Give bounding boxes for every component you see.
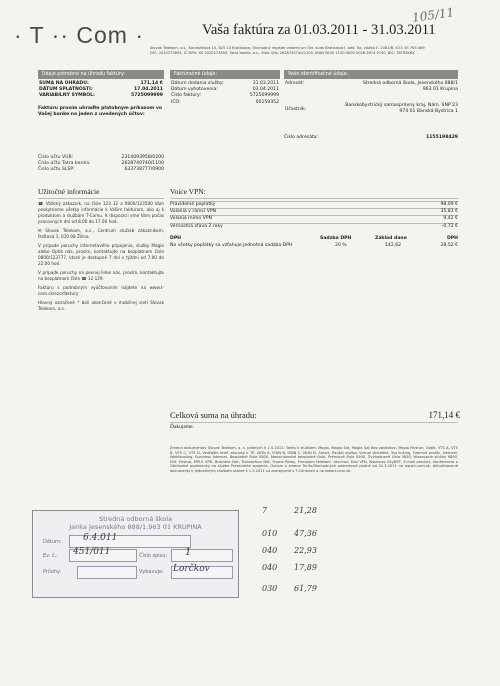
stamp-line-1: Stredná odborná škola: [98, 515, 173, 523]
invoice-row-issued: Dátum vyhotovenia: 03.04.2011: [171, 87, 279, 93]
handwritten-calculations: [262, 506, 362, 601]
company-line-2: DIČ: 2020273893, IČ DPH: SK 2020273893, Tatra banka, a.s., číslo účtu 2628740740/1100, IBAN SK05 1100 0000 0026 2874 0740, BIC: TATRSKBX: [150, 50, 415, 55]
dph-table: DPH Sadzba DPH Základ dane DPH Na všetky poplatky sa vzťahuje jednotná sadzba DPH 20 % 142,62 28,52 €: [170, 235, 458, 248]
invoice-row-number: Číslo faktúry: 5725099999: [171, 93, 279, 99]
participant-label: Účastník:: [285, 107, 307, 112]
useful-info-body: [38, 201, 164, 312]
stamp-file-label: Číslo spisu:: [139, 553, 168, 559]
payment-panel-header: Údaje potrebné na úhradu faktúry:: [38, 70, 164, 79]
voice-vpn-divider: [170, 198, 458, 199]
addressee-value: Stredná odborná škola, Jesenského 888/1 963 01 Krupina: [362, 81, 458, 92]
useful-info-title: Užitočné informácie: [38, 187, 100, 196]
payment-note: Faktúru prosím uhraďte platobným príkazom vo Vašej banke na jeden z uvedených účtov:: [38, 105, 163, 117]
registry-stamp: [32, 510, 239, 598]
stamp-file-box: [171, 549, 233, 562]
handwritten-reference: 105/11: [411, 5, 455, 25]
identification-panel: [284, 70, 458, 141]
voice-row: Volania v rámci VPN 35,83 €: [170, 209, 458, 215]
voice-row: Vernostná zľava 2 roky -0,72 €: [170, 223, 458, 229]
stamp-evnum-handwritten: 451/011: [73, 547, 111, 557]
calc-row: 010 47,36: [262, 529, 317, 538]
total-value: 171,14 €: [428, 410, 460, 420]
stamp-date-label: Dátum:: [43, 539, 62, 545]
payment-row-amount: SUMA NA ÚHRADU: 171,14 €: [39, 81, 163, 86]
invoice-panel-header: Faktúračné údaje:: [170, 70, 280, 79]
addressee-number-row: Číslo adresáta: 1155198429: [284, 135, 458, 140]
payment-row-variable-symbol: VARIABILNÝ SYMBOL: 5725099999: [39, 93, 163, 99]
total-divider: [170, 422, 458, 423]
invoice-data-panel: [170, 70, 280, 108]
stamp-evnum-label: Ev. č.:: [43, 553, 58, 559]
legal-footer: Zmena dokumentov Slovak Telekom, a. s. platných k 1.5.2011: Tarifa k službám: Magio, Magio Sat, Magio Sat Bez záväzkov, Magio Partner, Optik, VTS A, VTS B, VTS C, VTS D, Vedľajšie telef. zásuvky k TP, ISDN A, ISDN B, ISDN C, ISDN D, Smart, Paušál služba, Virtual VoiceNet, Top linking, Firemné profily, Internet, WebHousing, Business Internet, Bezplatné číslo 0800, Medzinárodné bezplatné číslo, Prémiové číslo 0900, Zvýhodnené číslo 0850, Hlasovacie služby 0890, DSL Prístup, MPLS VPN, Business Net, Transaction Net, Frame Relay, Prenájom telekom. okruhov, Dial VPN, Business CityNET, E-mail product, Konferencia a Obchodné podmienky na službe Preskúmite spojenia. Oznam o zmene Tarifu/Obchodných podmienok platné od 31.3.2011 na www.t-com.sk. Aktualizované dokumenty k jednotlivým službám platné k 1.5.2011 sú zverejnené v T-Centrách a na www.t-com.sk.: [170, 446, 458, 473]
t-com-logo: · T ·· Com ·: [14, 22, 144, 48]
invoice-title: Vaša faktúra za 01.03.2011 - 31.03.2011: [202, 22, 436, 38]
id-panel-header: Vaše identifikačné údaje:: [284, 70, 458, 79]
thanks-text: Ďakujeme.: [170, 424, 194, 430]
addressee-label: Adresát:: [285, 81, 305, 86]
calc-row: 7 21,28: [262, 506, 317, 515]
invoice-row-ico: IČO: 00159352: [171, 99, 279, 105]
useful-info-p5: Faktúru s podrobným vyúčtovaním nájdete na www.t-com.sk/ezorfaktury: [38, 285, 164, 296]
payment-panel: [38, 70, 164, 118]
stamp-date-handwritten: 6.4.011: [83, 533, 118, 543]
useful-info-divider: [38, 198, 164, 199]
stamp-handler-label: Vybavuje:: [139, 569, 164, 575]
stamp-line-2: Janka Jesenského 888/1,963 01 KRUPINA: [69, 523, 202, 531]
company-line-1: Slovak Telekom, a.s., Karadžičova 10, 825 13 Bratislava, Obchodný register vedený pri Okr. súde Bratislava I, odd. Sa, vložka č. 2081/B, IČO: 35 763 469: [150, 46, 425, 50]
stamp-attachments-box: [77, 566, 137, 579]
calc-row: 040 17,89: [262, 563, 317, 572]
voice-row: Volania mimo VPN 9,42 €: [170, 216, 458, 222]
useful-info-p6: Hlavný označené * boli ukončené v mobilnej sieti Slovak Telekom, a.s.: [38, 300, 164, 311]
account-row-slsp: Číslo účtu SLSP: 633738777/0900: [38, 167, 164, 173]
company-info: [150, 46, 486, 55]
total-label: Celková suma na úhradu:: [170, 410, 257, 420]
bank-accounts: [38, 155, 164, 174]
stamp-file-handwritten: 1: [185, 547, 192, 558]
voice-row: Pravidelné poplatky 98,09 €: [170, 202, 458, 207]
stamp-handler-handwritten: Lorčkov: [173, 564, 210, 574]
voice-vpn-table: [170, 201, 458, 252]
account-row-vub: Číslo účtu VÚB: 2314093958/0200: [38, 155, 164, 160]
voice-vpn-title: Voice VPN:: [170, 187, 206, 196]
payment-row-due: DÁTUM SPLATNOSTI: 17.04.2011: [39, 87, 163, 93]
useful-info-p4: V prípade poruchy na pevnej linke nás, prosím, kontaktujte na bezplatnom čísle ☎ 12 129.: [38, 270, 164, 281]
calc-row: 040 22,93: [262, 546, 317, 555]
useful-info-p3: V prípade poruchy internetového pripojenia, služby Magio alebo Optik nás, prosím, kontaktujte na bezplatnom čísle 0800/123777, ktoré je dostupné 7 dní v týždni od 7.00 do 22.00 hod.: [38, 243, 164, 266]
useful-info-p2: ✉ Slovak Telekom, a.s., Centrum služieb zákazníkom, Poštová 1, 010 08 Žilina.: [38, 228, 164, 239]
account-row-tatra: Číslo účtu Tatra banka: 2628740740/1100: [38, 161, 164, 167]
participant-value: Banskobystrický samosprávny kraj, Nám. SNP 23 974 01 Banská Bystrica 1: [345, 103, 458, 114]
useful-info-p1: ☎ Vážený zákazník, na čísle 123 32 a 0800/123500 Vám poskytneme všetky informácie k Vašim faktúram, ako aj k produktom a službám T-Comu. K dispozícii sme Vám počas pracovných dní od 8.00 do 17.00 hod.: [38, 201, 164, 224]
invoice-row-delivery: Dátum dodania služby: 31.03.2011: [171, 81, 279, 86]
calc-row: 030 61,79: [262, 584, 317, 593]
stamp-attachments-label: Prílohy:: [43, 569, 62, 575]
